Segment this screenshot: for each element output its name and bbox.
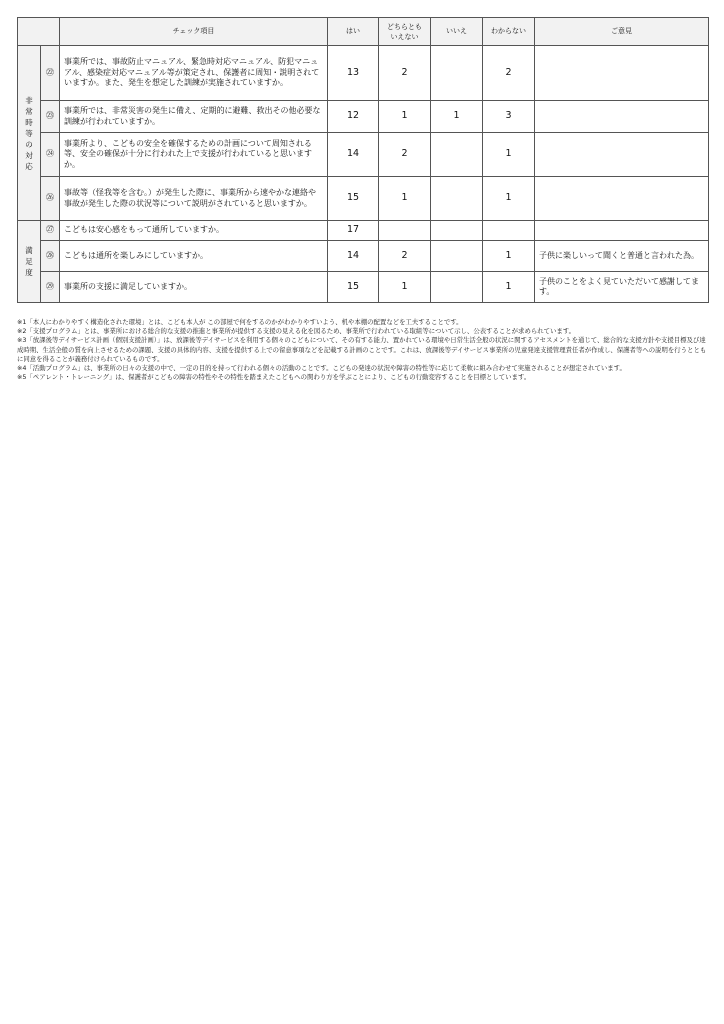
answer-yes: 13	[328, 46, 379, 101]
row-number: ㉖	[41, 177, 60, 221]
table-header-row	[18, 18, 709, 46]
survey-sheet	[17, 17, 708, 303]
answer-unknown: 1	[483, 133, 535, 177]
header-neither: どちらとも いえない	[379, 18, 431, 46]
answer-unknown: 2	[483, 46, 535, 101]
header-check-item: チェック項目	[60, 18, 328, 46]
opinion-cell: 子供に楽しいって聞くと普通と言われた為。	[535, 241, 709, 272]
row-number: ㉙	[41, 272, 60, 303]
table-row	[18, 101, 709, 133]
answer-yes: 17	[328, 221, 379, 241]
table-row	[18, 133, 709, 177]
row-item-text: 事業所の支援に満足していますか。	[60, 272, 328, 303]
answer-yes: 15	[328, 177, 379, 221]
answer-no	[431, 221, 483, 241]
row-item-text: 事故等（怪我等を含む。）が発生した際に、事業所から速やかな連絡や事故が発生した際の状況等について説明がされていると思いますか。	[60, 177, 328, 221]
row-number: ㉔	[41, 133, 60, 177]
table-row	[18, 221, 709, 241]
answer-neither: 2	[379, 241, 431, 272]
answer-yes: 15	[328, 272, 379, 303]
row-number: ㉘	[41, 241, 60, 272]
answer-neither: 1	[379, 272, 431, 303]
section-label-text: 非常時等の対応	[25, 95, 33, 171]
answer-unknown: 1	[483, 177, 535, 221]
table-row	[18, 46, 709, 101]
answer-no	[431, 241, 483, 272]
answer-neither: 2	[379, 46, 431, 101]
row-number: ㉗	[41, 221, 60, 241]
header-unknown: わからない	[483, 18, 535, 46]
header-opinion: ご意見	[535, 18, 709, 46]
opinion-cell	[535, 101, 709, 133]
row-item-text: こどもは通所を楽しみにしていますか。	[60, 241, 328, 272]
row-item-text: こどもは安心感をもって通所していますか。	[60, 221, 328, 241]
row-item-text: 事業所では、事故防止マニュアル、緊急時対応マニュアル、防犯マニュアル、感染症対応マニュアル等が策定され、保護者に周知・説明されていますか。また、発生を想定した訓練が実施されていますか。	[60, 46, 328, 101]
answer-neither: 2	[379, 133, 431, 177]
opinion-cell	[535, 46, 709, 101]
answer-no: 1	[431, 101, 483, 133]
answer-unknown	[483, 221, 535, 241]
answer-neither: 1	[379, 101, 431, 133]
opinion-cell: 子供のことをよく見ていただいて感謝してます。	[535, 272, 709, 303]
row-number: ㉓	[41, 101, 60, 133]
row-item-text: 事業所より、こどもの安全を確保するための計画について周知される等、安全の確保が十分に行われた上で支援が行われていると思いますか。	[60, 133, 328, 177]
answer-yes: 14	[328, 241, 379, 272]
footnote: ※4「活動プログラム」は、事業所の日々の支援の中で、一定の目的を持って行われる個々の活動のことです。こどもの発達の状況や障害の特性等に応じて柔軟に組み合わせて実施されることが想定されています。	[17, 364, 626, 373]
checklist-table	[17, 17, 709, 303]
header-yes: はい	[328, 18, 379, 46]
answer-no	[431, 46, 483, 101]
footnote: ※1「本人にわかりやすく構造化された環境」とは、こども本人が この部屋で何をするのかがわかりやすいよう、机や本棚の配置などを工夫することです。	[17, 318, 463, 326]
answer-no	[431, 272, 483, 303]
answer-unknown: 1	[483, 241, 535, 272]
row-number: ㉒	[41, 46, 60, 101]
table-row	[18, 241, 709, 272]
opinion-cell	[535, 177, 709, 221]
answer-neither	[379, 221, 431, 241]
table-row	[18, 272, 709, 303]
row-item-text: 事業所では、非常災害の発生に備え、定期的に避難、救出その他必要な訓練が行われていますか。	[60, 101, 328, 133]
section-label-emergency	[18, 46, 41, 221]
answer-no	[431, 177, 483, 221]
header-no: いいえ	[431, 18, 483, 46]
answer-unknown: 1	[483, 272, 535, 303]
answer-neither: 1	[379, 177, 431, 221]
answer-no	[431, 133, 483, 177]
opinion-cell	[535, 221, 709, 241]
table-row	[18, 177, 709, 221]
footnote: ※5「ペアレント・トレーニング」は、保護者がこどもの障害の特性やその特性を踏まえたこどもへの関わり方を学ぶことにより、こどもの行動変容することを目標としています。	[17, 373, 531, 382]
footnote: ※3「放課後等デイサービス計画（個別支援計画）」は、放課後等デイサービスを利用する個々のこどもについて、その有する能力、置かれている環境や日常生活全般の状況に関するアセスメントを通じて、総合的な支援方針や支援目標及び達成時期、生活全般の質を向上させるための課題、支援の具体的内容、支援を提供する上での留意事項などを記載する計画のことです。これは、放課後等デイサービス事業所の児童発達支援管理責任者が作成し、保護者等への説明を行うとともに同意を得ることが義務付けられているものです。	[17, 336, 707, 363]
answer-yes: 12	[328, 101, 379, 133]
answer-unknown: 3	[483, 101, 535, 133]
footnotes	[17, 318, 707, 382]
header-blank	[18, 18, 60, 46]
section-label-satisfaction	[18, 221, 41, 303]
section-label-text: 満足度	[25, 246, 33, 277]
footnote: ※2「支援プログラム」とは、事業所における総合的な支援の推進と事業所が提供する支援の見える化を図るため、事業所で行われている取組等について示し、公表することが求められています。	[17, 327, 576, 336]
opinion-cell	[535, 133, 709, 177]
answer-yes: 14	[328, 133, 379, 177]
